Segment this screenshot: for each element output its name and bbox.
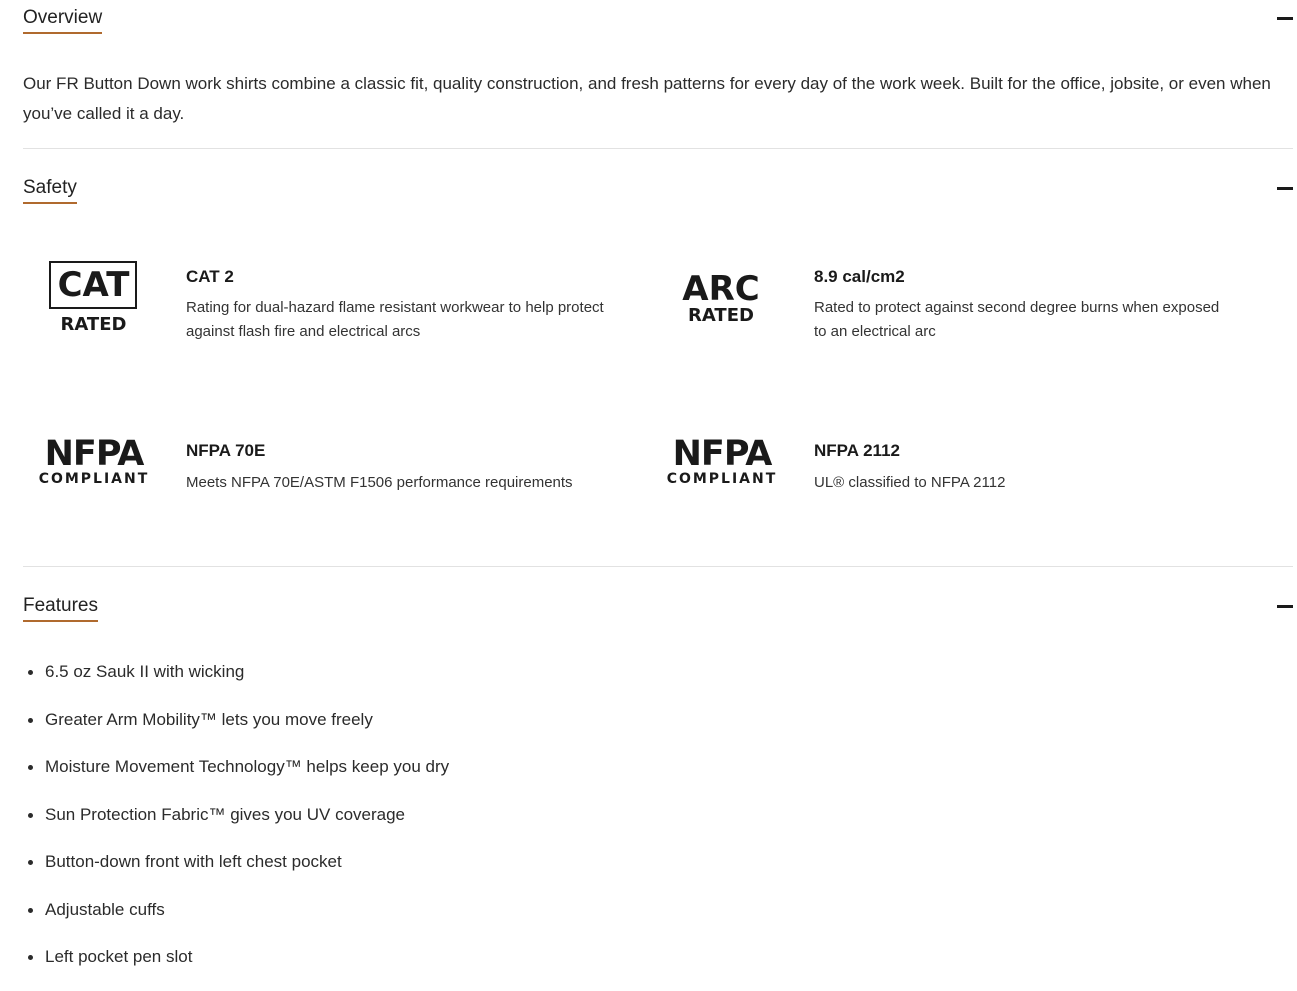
features-header[interactable] bbox=[23, 594, 1293, 634]
nfpa-badge-bottom: COMPLIANT bbox=[38, 471, 150, 487]
safety-item-description: Rating for dual-hazard flame resistant workwear to help protect against flash fire and electrical arcs bbox=[186, 299, 604, 340]
safety-header[interactable] bbox=[23, 176, 1293, 216]
safety-item-title: CAT 2 bbox=[186, 267, 234, 286]
list-item: Button-down front with left chest pocket bbox=[23, 846, 449, 894]
divider bbox=[23, 566, 1293, 567]
safety-title: Safety bbox=[23, 176, 77, 204]
nfpa-compliant-badge-icon bbox=[38, 432, 178, 522]
list-item: Moisture Movement Technology™ helps keep you dry bbox=[23, 751, 449, 799]
nfpa-badge-bottom: COMPLIANT bbox=[666, 471, 778, 487]
nfpa-badge-top: NFPA bbox=[44, 434, 144, 474]
cat-badge-top: CAT bbox=[57, 265, 130, 305]
safety-item-description: Rated to protect against second degree burns when exposed to an electrical arc bbox=[814, 299, 1220, 340]
nfpa-badge-top: NFPA bbox=[672, 434, 772, 474]
divider bbox=[23, 148, 1293, 149]
features-title: Features bbox=[23, 594, 98, 622]
safety-item-title: NFPA 2112 bbox=[814, 441, 900, 460]
minus-icon[interactable] bbox=[1277, 17, 1293, 20]
features-section bbox=[23, 594, 1293, 634]
overview-description: Our FR Button Down work shirts combine a classic fit, quality construction, and fresh patterns for every day of the work week. Built for the office, jobsite, or even when you’ve called it a day. bbox=[23, 74, 1271, 123]
overview-title: Overview bbox=[23, 6, 102, 34]
nfpa-compliant-badge-icon bbox=[666, 432, 806, 522]
features-list bbox=[23, 656, 449, 989]
safety-item-description: Meets NFPA 70E/ASTM F1506 performance requirements bbox=[186, 474, 573, 491]
list-item: Greater Arm Mobility™ lets you move freely bbox=[23, 704, 449, 752]
list-item: Left pocket pen slot bbox=[23, 941, 449, 989]
list-item: 6.5 oz Sauk II with wicking bbox=[23, 656, 449, 704]
minus-icon[interactable] bbox=[1277, 605, 1293, 608]
safety-section bbox=[23, 176, 1293, 216]
cat-badge-bottom: RATED bbox=[60, 314, 127, 335]
list-item: Adjustable cuffs bbox=[23, 894, 449, 942]
cat-rated-badge-icon bbox=[40, 255, 180, 345]
minus-icon[interactable] bbox=[1277, 187, 1293, 190]
arc-badge-bottom: RATED bbox=[688, 305, 754, 326]
list-item: Sun Protection Fabric™ gives you UV coverage bbox=[23, 799, 449, 847]
arc-badge-top: ARC bbox=[682, 269, 760, 309]
overview-section bbox=[23, 6, 1293, 46]
safety-item-title: 8.9 cal/cm2 bbox=[814, 267, 905, 286]
arc-rated-badge-icon bbox=[670, 265, 810, 355]
safety-item-description: UL® classified to NFPA 2112 bbox=[814, 474, 1006, 491]
safety-item-title: NFPA 70E bbox=[186, 441, 266, 460]
overview-header[interactable] bbox=[23, 6, 1293, 46]
